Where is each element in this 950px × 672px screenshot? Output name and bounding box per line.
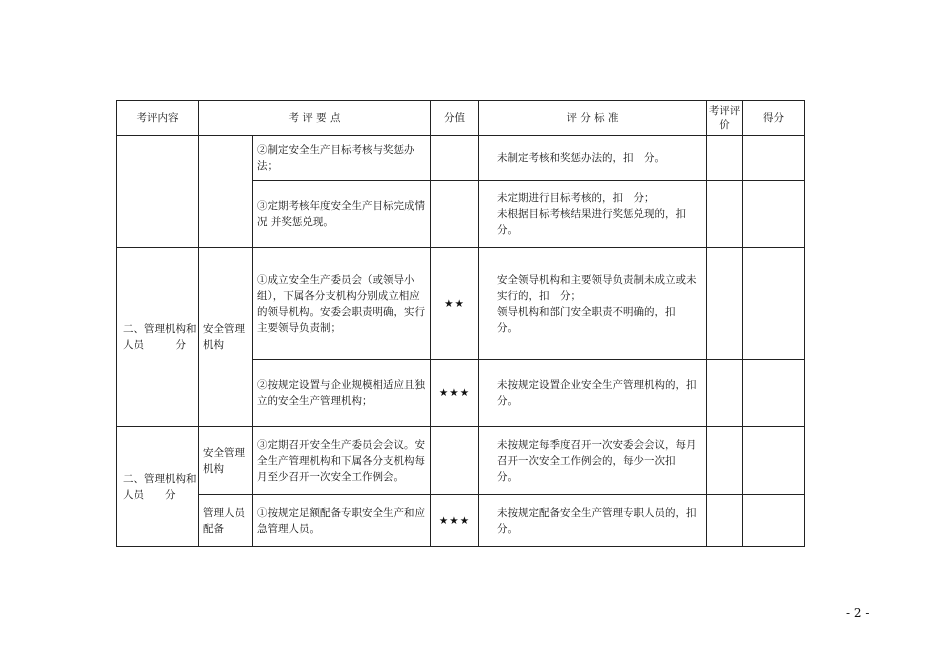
evaluation-cell[interactable] xyxy=(707,248,743,360)
score-cell[interactable] xyxy=(743,427,805,495)
score-cell[interactable] xyxy=(743,136,805,181)
category-cell: 二、管理机构和人员 分 xyxy=(117,248,199,427)
score-cell[interactable] xyxy=(743,495,805,547)
category-cell: 二、管理机构和人员 分 xyxy=(117,427,199,547)
stars-cell: ★★ xyxy=(431,248,479,360)
table-row xyxy=(117,427,805,495)
table-header-row xyxy=(117,101,805,136)
score-cell[interactable] xyxy=(743,248,805,360)
evaluation-cell[interactable] xyxy=(707,181,743,248)
header-score-value: 分值 xyxy=(431,101,479,136)
criteria-cell xyxy=(479,248,707,360)
header-criteria: 评 分 标 准 xyxy=(479,101,707,136)
table-row xyxy=(117,248,805,360)
point-cell: ①按规定足额配备专职安全生产和应急管理人员。 xyxy=(253,495,431,547)
subcategory-cell: 安全管理机构 xyxy=(199,248,253,427)
header-score: 得分 xyxy=(743,101,805,136)
evaluation-cell[interactable] xyxy=(707,427,743,495)
criteria-cell xyxy=(479,181,707,248)
criteria-line: 未制定考核和奖惩办法的，扣 分。 xyxy=(497,152,666,164)
subcategory-cell-empty xyxy=(199,136,253,248)
point-cell: ①成立安全生产委员会（或领导小组），下属各分支机构分别成立相应的领导机构。安委会职责明确，实行主要领导负责制； xyxy=(253,248,431,360)
evaluation-table xyxy=(116,100,805,547)
page-number: - 2 - xyxy=(846,606,870,620)
criteria-cell xyxy=(479,495,707,547)
header-points: 考 评 要 点 xyxy=(199,101,431,136)
category-cell-empty xyxy=(117,136,199,248)
stars-cell xyxy=(431,136,479,181)
stars-cell xyxy=(431,427,479,495)
header-content: 考评内容 xyxy=(117,101,199,136)
point-cell: ②制定安全生产目标考核与奖惩办法； xyxy=(253,136,431,181)
point-cell: ③定期考核年度安全生产目标完成情况 并奖惩兑现。 xyxy=(253,181,431,248)
score-cell[interactable] xyxy=(743,360,805,427)
table-row xyxy=(117,495,805,547)
criteria-line: 未定期进行目标考核的，扣 分； xyxy=(497,192,655,204)
criteria-line: 未按规定每季度召开一次安委会会议，每月召开一次安全工作例会的，每少一次扣 分。 xyxy=(497,438,697,483)
table-row xyxy=(117,136,805,181)
criteria-cell xyxy=(479,360,707,427)
criteria-cell xyxy=(479,427,707,495)
stars-cell: ★★★ xyxy=(431,360,479,427)
criteria-line: 领导机构和部门安全职责不明确的，扣 分。 xyxy=(497,305,687,334)
point-cell: ②按规定设置与企业规模相适应且独立的安全生产管理机构； xyxy=(253,360,431,427)
criteria-line: 未按规定配备安全生产管理专职人员的，扣 分。 xyxy=(497,506,708,535)
point-cell: ③定期召开安全生产委员会会议。安全生产管理机构和下属各分支机构每月至少召开一次安全工作例会。 xyxy=(253,427,431,495)
subcategory-cell: 管理人员配备 xyxy=(199,495,253,547)
score-cell[interactable] xyxy=(743,181,805,248)
stars-cell xyxy=(431,181,479,248)
criteria-line: 安全领导机构和主要领导负责制未成立或未实行的，扣 分； xyxy=(497,273,697,302)
criteria-cell xyxy=(479,136,707,181)
criteria-line: 未根据目标考核结果进行奖惩兑现的，扣 分。 xyxy=(497,208,697,236)
header-evaluation: 考评评价 xyxy=(707,101,743,136)
criteria-line: 未按规定设置企业安全生产管理机构的，扣 分。 xyxy=(497,379,708,407)
evaluation-cell[interactable] xyxy=(707,495,743,547)
stars-cell: ★★★ xyxy=(431,495,479,547)
evaluation-cell[interactable] xyxy=(707,360,743,427)
evaluation-cell[interactable] xyxy=(707,136,743,181)
subcategory-cell: 安全管理机构 xyxy=(199,427,253,495)
